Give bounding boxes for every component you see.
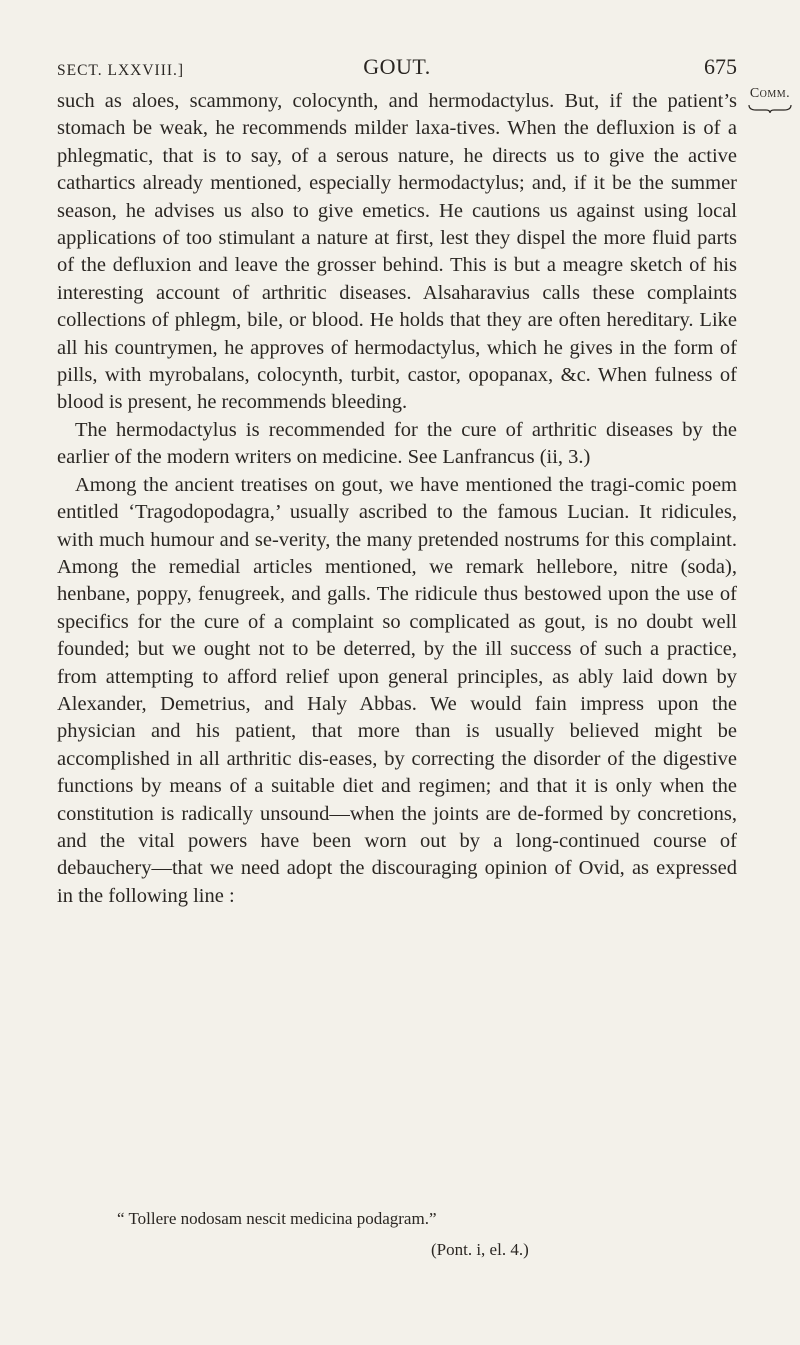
body-text — [57, 88, 737, 910]
margin-note-label: Comm. — [749, 86, 791, 101]
paragraph-hermodactylus: The hermodactylus is recommended for the cure of arthritic diseases by the earlier of the modern writers on medicine. See Lanfrancus (ii, 3.) — [57, 418, 737, 469]
chapter-title: GOUT. — [363, 54, 431, 79]
paragraph-ancient-treatises: Among the ancient treatises on gout, we have mentioned the tragi-comic poem entitled ‘Tragodopodagra,’ usually ascribed to the famous Lucian. It ridicules, with much humour and se-verity, the many pretended nostrums for this complaint. Among the remedial articles mentioned, we remark hellebore, nitre (soda), henbane, poppy, fenugreek, and galls. The ridicule thus bestowed upon the use of specifics for the cure of a complaint so complicated as gout, is no doubt well founded; but we ought not to be deterred, by the ill success of such a practice, from attempting to afford relief upon general principles, as ably laid down by Alexander, Demetrius, and Haly Abbas. We would fain impress upon the physician and his patient, that more than is usually believed might be accomplished in all arthritic dis-eases, by correcting the disorder of the digestive functions by means of a suitable diet and regimen; and that it is only when the constitution is radically unsound—when the joints are de-formed by concretions, and the vital powers have been worn out by a long-continued course of debauchery—that we need adopt the discouraging opinion of Ovid, as expressed in the following line : — [57, 473, 737, 907]
section-label: SECT. LXXVIII.] — [57, 62, 185, 79]
margin-note — [745, 86, 795, 114]
page-number: 675 — [704, 54, 737, 79]
quote-citation: (Pont. i, el. 4.) — [431, 1240, 529, 1259]
running-head — [57, 52, 737, 82]
brace-icon — [748, 104, 792, 114]
latin-quote: “ Tollere nodosam nescit medicina podagram.” — [117, 1209, 437, 1228]
paragraph-continued: such as aloes, scammony, colocynth, and hermodactylus. But, if the patient’s stomach be weak, he recommends milder laxa-tives. When the defluxion is of a phlegmatic, that is to say, of a serous nature, he directs us to give the active cathartics already mentioned, especially hermodactylus; and, if it be the summer season, he advises us also to give emetics. He cautions us against using local applications of too stimulant a nature at first, lest they dispel the more fluid parts of the defluxion and leave the grosser behind. This is but a meagre sketch of his interesting account of arthritic diseases. Alsaharavius calls these complaints collections of phlegm, bile, or blood. He holds that they are often hereditary. Like all his countrymen, he approves of hermodactylus, which he gives in the form of pills, with myrobalans, colocynth, turbit, castor, opopanax, &c. When fulness of blood is present, he recommends bleeding. — [57, 90, 737, 414]
